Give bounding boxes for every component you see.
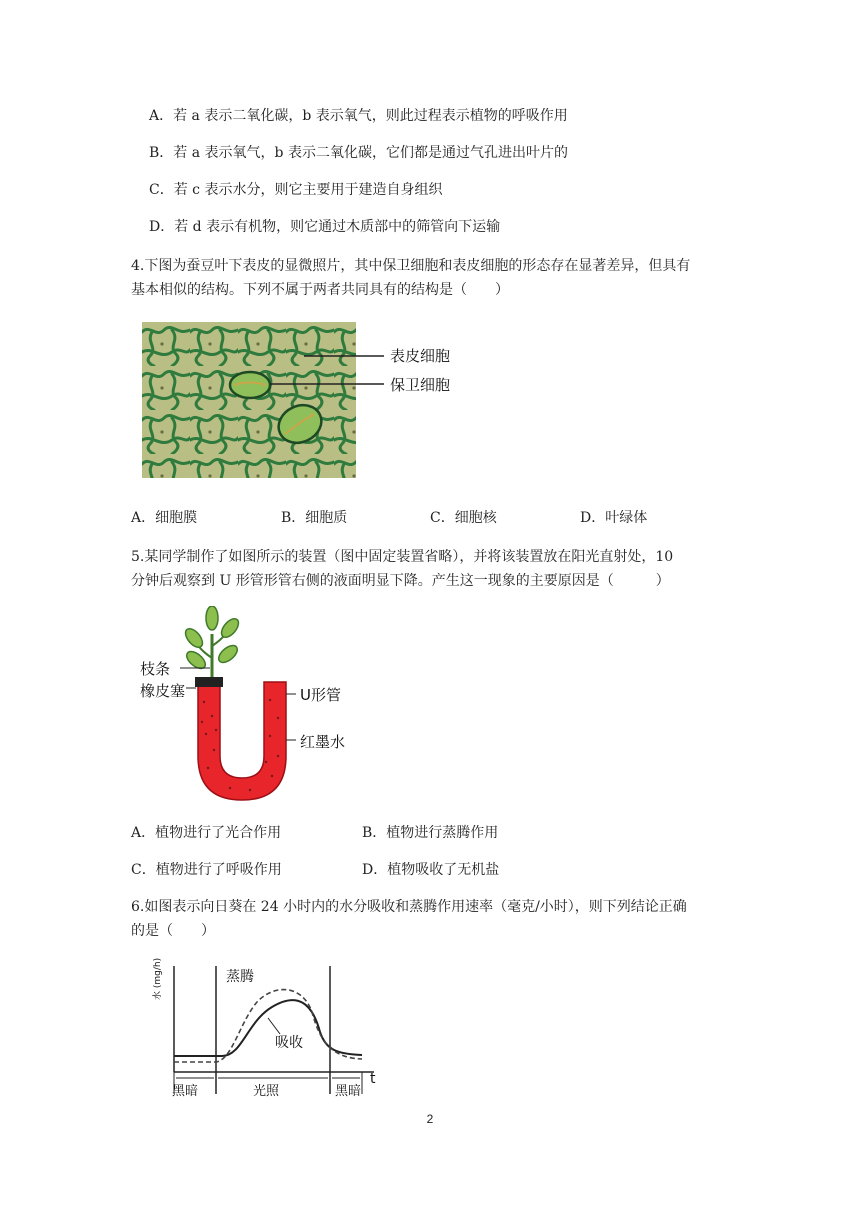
q4-option-b: B．细胞质 bbox=[281, 510, 348, 526]
label-epidermal-cell: 表皮细胞 bbox=[390, 347, 451, 365]
q4-option-c: C．细胞核 bbox=[430, 510, 497, 526]
label-guard-cell: 保卫细胞 bbox=[390, 376, 451, 394]
q3-option-d: D．若 d 表示有机物，则它通过木质部中的筛管向下运输 bbox=[149, 219, 501, 235]
label-red-ink: 红墨水 bbox=[300, 733, 346, 751]
label-u-tube: U形管 bbox=[300, 686, 341, 704]
q5-option-d: D．植物吸收了无机盐 bbox=[362, 862, 500, 878]
q5-option-c: C．植物进行了呼吸作用 bbox=[131, 862, 282, 878]
q4-option-d: D．叶绿体 bbox=[580, 510, 648, 526]
q4-option-a: A．细胞膜 bbox=[131, 510, 198, 526]
q4-stem-line2: 基本相似的结构。下列不属于两者共同具有的结构是（ ） bbox=[131, 282, 509, 298]
q5-option-a: A．植物进行了光合作用 bbox=[131, 825, 282, 841]
u-tube-apparatus bbox=[140, 606, 300, 806]
label-x-axis: t bbox=[370, 1071, 376, 1087]
label-light: 光照 bbox=[253, 1084, 280, 1099]
q5-option-b: B．植物进行蒸腾作用 bbox=[362, 825, 499, 841]
label-dark-right: 黑暗 bbox=[335, 1084, 362, 1099]
label-absorption: 吸收 bbox=[275, 1035, 303, 1051]
leaf-epidermis-micrograph bbox=[142, 322, 356, 478]
q6-stem-line1: 6.如图表示向日葵在 24 小时内的水分吸收和蒸腾作用速率（毫克/小时），则下列结论正确 bbox=[131, 899, 687, 915]
label-stopper: 橡皮塞 bbox=[140, 682, 186, 700]
q5-stem-line1: 5.某同学制作了如图所示的装置（图中固定装置省略），并将该装置放在阳光直射处，10 bbox=[131, 549, 674, 565]
label-transpiration: 蒸腾 bbox=[226, 969, 254, 985]
q5-stem-line2: 分钟后观察到 U 形管形管右侧的液面明显下降。产生这一现象的主要原因是（ ） bbox=[131, 573, 670, 589]
q3-option-c: C．若 c 表示水分，则它主要用于建造自身组织 bbox=[149, 182, 443, 198]
q3-option-b: B．若 a 表示氧气，b 表示二氧化碳，它们都是通过气孔进出叶片的 bbox=[149, 145, 568, 161]
q4-stem-line1: 4.下图为蚕豆叶下表皮的显微照片，其中保卫细胞和表皮细胞的形态存在显著差异，但具有 bbox=[131, 258, 691, 274]
q6-stem-line2: 的是（ ） bbox=[131, 923, 215, 939]
label-y-axis: 水 (mg/h) bbox=[153, 957, 163, 1000]
label-dark-left: 黑暗 bbox=[172, 1084, 199, 1099]
page-number: 2 bbox=[426, 1112, 434, 1126]
label-branch: 枝条 bbox=[140, 660, 171, 678]
q3-option-a: A．若 a 表示二氧化碳，b 表示氧气，则此过程表示植物的呼吸作用 bbox=[149, 108, 568, 124]
